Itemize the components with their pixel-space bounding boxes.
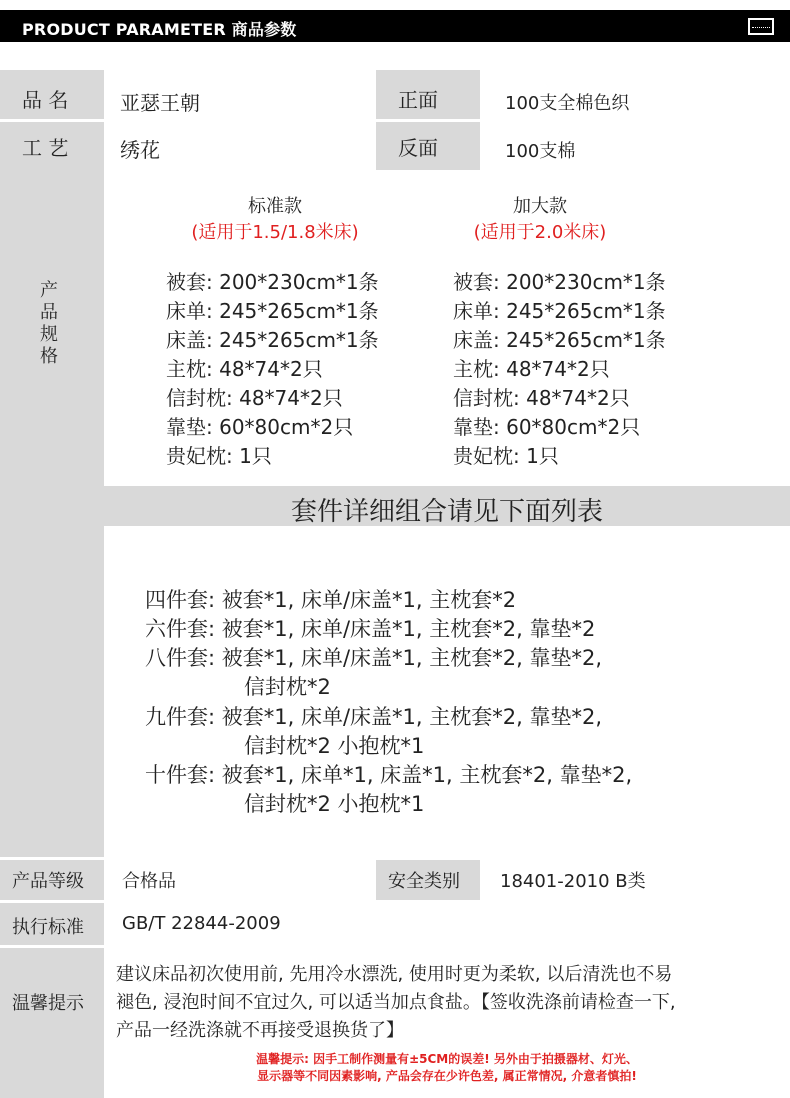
name-value: 亚瑟王朝 <box>120 91 200 115</box>
spec-item: 贵妃枕: 1只 <box>166 444 272 468</box>
spec-label-char: 规 <box>40 324 58 345</box>
front-label: 正面 <box>398 88 438 112</box>
name-label: 品 名 <box>22 88 69 112</box>
spec-item: 床盖: 245*265cm*1条 <box>166 328 379 352</box>
sets-banner-text: 套件详细组合请见下面列表 <box>290 497 603 527</box>
craft-value: 绣花 <box>120 138 160 162</box>
spec-label-char: 产 <box>40 280 58 301</box>
spec-note: (适用于1.5/1.8米床) <box>191 222 359 243</box>
set-line: 信封枕*2 <box>244 675 331 699</box>
spec-title: 加大款 <box>513 196 567 217</box>
front-value: 100支全棉色织 <box>505 93 630 114</box>
set-line: 八件套: 被套*1, 床单/床盖*1, 主枕套*2, 靠垫*2, <box>145 646 602 670</box>
set-line: 十件套: 被套*1, 床单*1, 床盖*1, 主枕套*2, 靠垫*2, <box>145 763 633 787</box>
spec-item: 床单: 245*265cm*1条 <box>166 299 379 323</box>
warning-line: 温馨提示: 因手工制作测量有±5CM的误差! 另外由于拍摄器材、灯光、 <box>256 1052 638 1066</box>
spec-item: 床盖: 245*265cm*1条 <box>453 328 666 352</box>
set-line: 信封枕*2 小抱枕*1 <box>244 734 425 758</box>
section-title: PRODUCT PARAMETER 商品参数 <box>22 20 297 39</box>
spec-item: 信封枕: 48*74*2只 <box>453 386 630 410</box>
craft-label: 工 艺 <box>22 136 69 160</box>
spec-label <box>0 170 104 486</box>
row-divider <box>0 900 790 903</box>
back-value: 100支棉 <box>505 141 576 162</box>
spec-title: 标准款 <box>248 196 302 217</box>
set-line: 信封枕*2 小抱枕*1 <box>244 792 425 816</box>
spec-label-char: 格 <box>40 346 58 367</box>
set-line: 四件套: 被套*1, 床单/床盖*1, 主枕套*2 <box>145 588 517 612</box>
tip-line: 建议床品初次使用前, 先用冷水漂洗, 使用时更为柔软, 以后清洗也不易 <box>116 964 673 985</box>
safety-value: 18401-2010 B类 <box>500 871 646 892</box>
safety-label: 安全类别 <box>388 871 460 892</box>
back-label: 反面 <box>398 136 438 160</box>
spec-item: 靠垫: 60*80cm*2只 <box>453 415 641 439</box>
spec-item: 床单: 245*265cm*1条 <box>453 299 666 323</box>
sets-banner <box>104 486 790 526</box>
tips-label: 温馨提示 <box>12 993 84 1014</box>
spec-item: 主枕: 48*74*2只 <box>166 357 323 381</box>
spec-item: 主枕: 48*74*2只 <box>453 357 610 381</box>
row-divider <box>0 945 790 948</box>
row-divider <box>0 857 790 860</box>
warning-line: 显示器等不同因素影响, 产品会存在少许色差, 属正常情况, 介意者慎拍! <box>257 1069 637 1083</box>
tip-line: 产品一经洗涤就不再接受退换货了】 <box>116 1020 404 1041</box>
standard-value: GB/T 22844-2009 <box>122 913 281 934</box>
set-line: 六件套: 被套*1, 床单/床盖*1, 主枕套*2, 靠垫*2 <box>145 617 596 641</box>
grade-value: 合格品 <box>122 871 176 892</box>
spec-note: (适用于2.0米床) <box>473 222 607 243</box>
spec-item: 信封枕: 48*74*2只 <box>166 386 343 410</box>
spec-label-char: 品 <box>40 302 58 323</box>
spec-item: 靠垫: 60*80cm*2只 <box>166 415 354 439</box>
grade-label: 产品等级 <box>12 871 84 892</box>
spec-item: 被套: 200*230cm*1条 <box>166 270 379 294</box>
section-header <box>0 10 790 42</box>
set-line: 九件套: 被套*1, 床单/床盖*1, 主枕套*2, 靠垫*2, <box>145 705 602 729</box>
row-divider <box>0 119 790 122</box>
spec-item: 被套: 200*230cm*1条 <box>453 270 666 294</box>
standard-label: 执行标准 <box>12 917 84 938</box>
spec-item: 贵妃枕: 1只 <box>453 444 559 468</box>
film-strip-icon <box>748 18 774 35</box>
tip-line: 褪色, 浸泡时间不宜过久, 可以适当加点食盐。【签收洗涤前请检查一下, <box>116 992 676 1013</box>
